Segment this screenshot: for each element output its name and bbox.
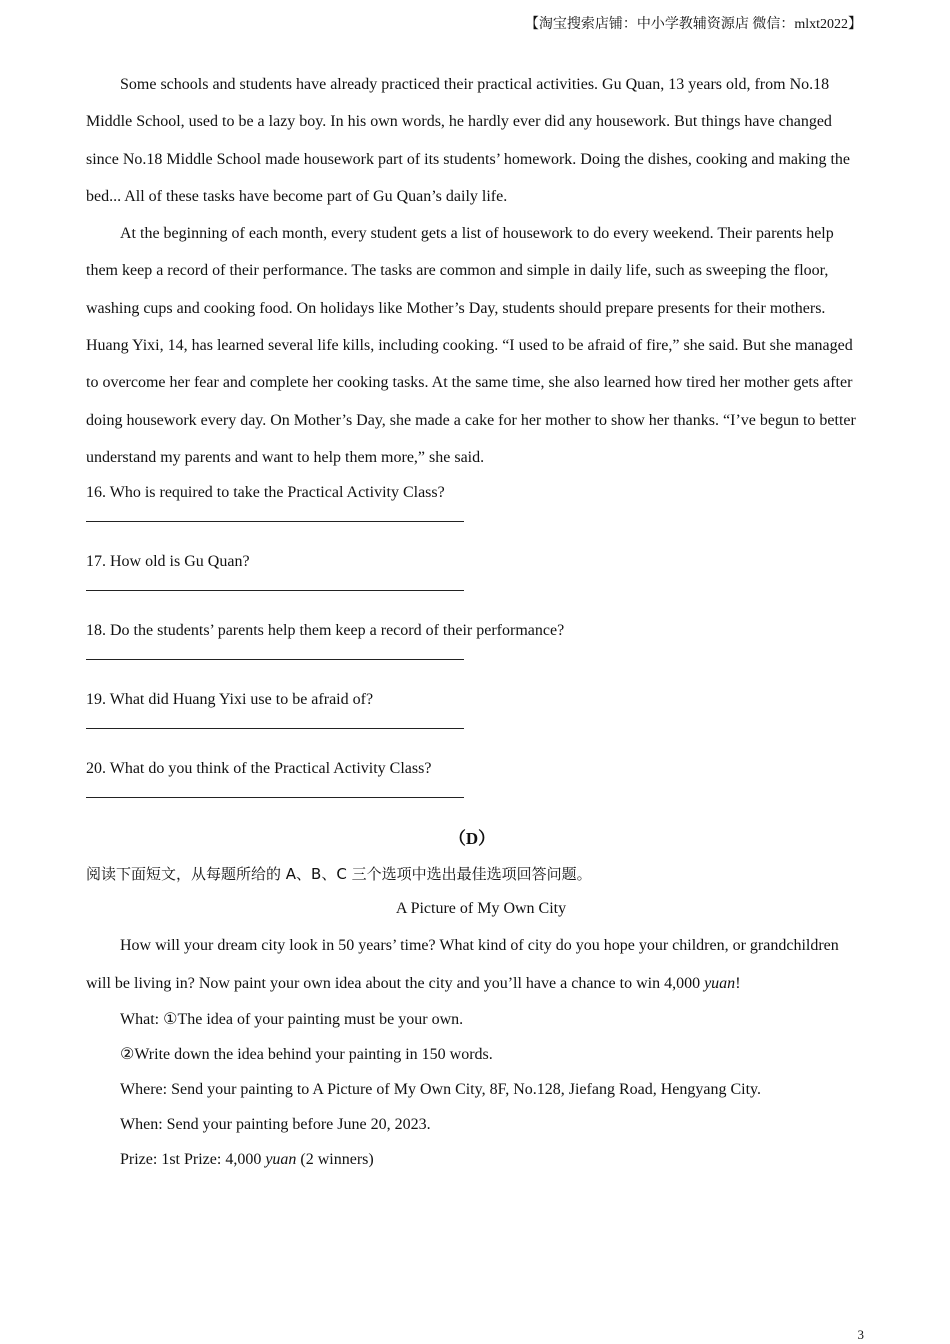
- paragraph: Some schools and students have already practiced their practical activities. Gu Quan, 13 years old, from No.18 Middle School, used to be a lazy boy. In his own words, he hardly ever did any housework. But things have changed since No.18 Middle School made housework part of its students’ homework. Doing the dishes, cooking and making the bed... All of these tasks have become part of Gu Quan’s daily life.: [86, 76, 851, 205]
- answer-blank[interactable]: [86, 717, 864, 752]
- prize-prefix: Prize: 1st Prize: 4,000: [120, 1150, 262, 1168]
- paragraph: At the beginning of each month, every student gets a list of housework to do every weekend. Their parents help them keep a record of their performance. The tasks are common and simple in daily life, such as sweeping the floor, washing cups and cooking food. On holidays like Mother’s Day, students should prepare presents for their mothers. Huang Yixi, 14, has learned several life kills, including cooking. “I used to be afraid of fire,” she said. But she managed to overcome her fear and complete her cooking tasks. At the same time, she also learned how tired her mother gets after doing housework every day. On Mother’s Day, she made a cake for her mother to show her thanks. “I’ve begun to better understand my parents and want to help them more,” she said.: [86, 225, 856, 466]
- currency-word: yuan: [704, 974, 736, 992]
- where-line: Where: Send your painting to A Picture of My Own City, 8F, No.128, Jiefang Road, Hengyang City.: [120, 1080, 762, 1098]
- question-list: [86, 476, 864, 821]
- answer-blank[interactable]: [86, 786, 864, 821]
- passage-d: [86, 927, 864, 1177]
- answer-blank[interactable]: [86, 510, 864, 545]
- prize-suffix: (2 winners): [300, 1150, 374, 1168]
- question: 16. Who is required to take the Practical Activity Class?: [86, 484, 445, 502]
- question: 17. How old is Gu Quan?: [86, 553, 250, 571]
- question: 19. What did Huang Yixi use to be afraid of?: [86, 691, 374, 709]
- answer-blank[interactable]: [86, 579, 864, 614]
- intro-text: How will your dream city look in 50 years’ time? What kind of city do you hope your children, or grandchildren will be living in? Now paint your own idea about the city and you’ll have a chance to win 4,000: [86, 937, 839, 992]
- passage-c: [86, 66, 864, 476]
- story-title: A Picture of My Own City: [395, 900, 567, 918]
- question: 18. Do the students’ parents help them keep a record of their performance?: [86, 622, 565, 640]
- intro-end: !: [735, 974, 741, 992]
- prize-line: [86, 1142, 864, 1177]
- question: 20. What do you think of the Practical Activity Class?: [86, 760, 432, 778]
- content: [86, 66, 864, 1177]
- intro-paragraph: [86, 927, 864, 1002]
- when-line: When: Send your painting before June 20, 2023.: [120, 1115, 431, 1133]
- page-number: 3: [857, 1327, 864, 1342]
- page-header: 【淘宝搜索店铺：中小学教辅资源店 微信：mlxt2022】: [524, 17, 862, 32]
- what-line-2: ②Write down the idea behind your painting in 150 words.: [120, 1045, 493, 1063]
- what-line-1: What: ①The idea of your painting must be your own.: [120, 1010, 464, 1028]
- answer-blank[interactable]: [86, 648, 864, 683]
- section-title: （D）: [448, 829, 496, 849]
- section-instruction: 阅读下面短文，从每题所给的 A、B、C 三个选项中选出最佳选项回答问题。: [86, 865, 592, 884]
- prize-currency: yuan: [265, 1150, 297, 1168]
